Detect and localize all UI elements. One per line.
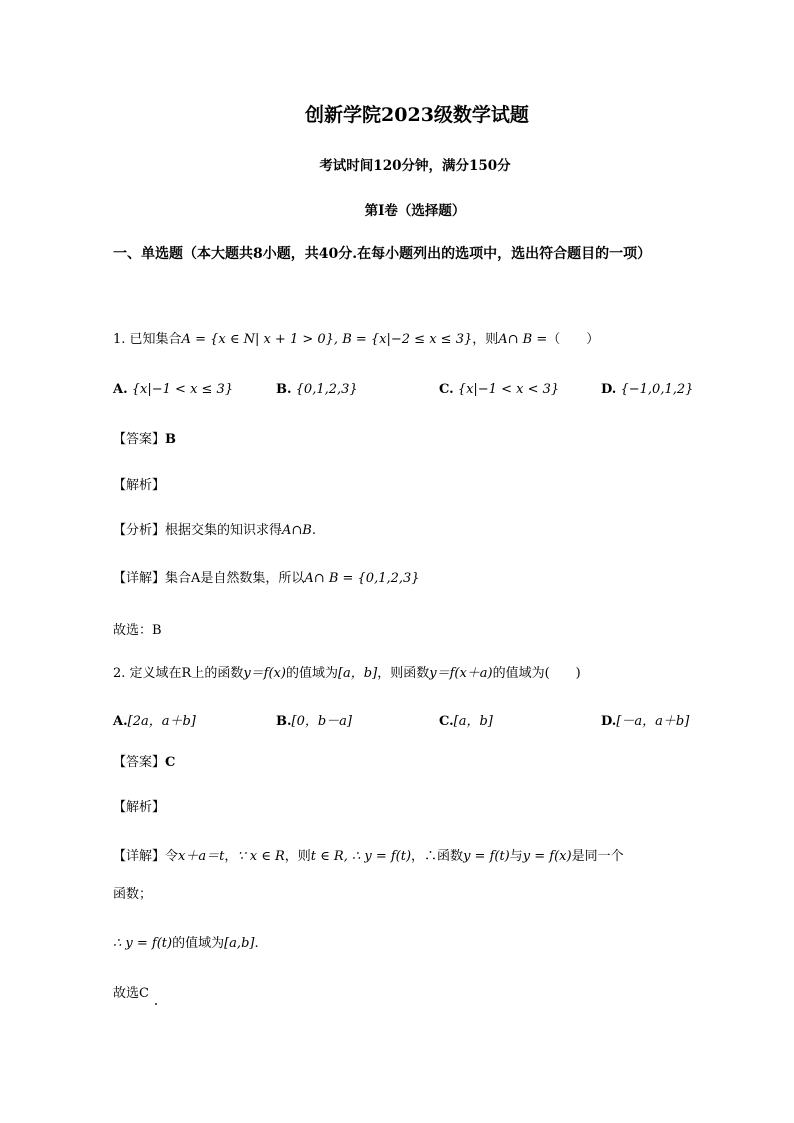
q1-stem-prefix: 1. 已知集合 [113,332,182,347]
question-2-stem: 2. 定义域在R上的函数y＝f(x)的值域为[a，b]，则函数y＝f(x＋a)的值域为( ) [113,666,581,681]
q1-option-a: A. {x|−1 < x ≤ 3} [113,382,234,397]
q1-fenxi: 【分析】根据交集的知识求得A∩B. [113,523,316,538]
part-heading: 第I卷（选择题） [364,203,466,219]
q1-stem-math2: A∩ B = [498,332,548,347]
q2-answer: 【答案】C [113,755,176,770]
section-heading: 一、单选题（本大题共8小题，共40分.在每小题列出的选项中，选出符合题目的一项） [113,246,652,262]
q1-answer: 【答案】B [113,432,177,447]
question-1-stem [113,331,703,349]
q1-conclusion: 故选：B [113,623,162,638]
q1-stem-suffix: （ ） [547,332,600,347]
q2-option-c: C.[a，b] [439,714,493,729]
q1-stem-math: A = {x ∈ N| x + 1 > 0}, B = {x|−2 ≤ x ≤ 3} [181,332,473,347]
q2-xiangjie-line2: 函数； [113,887,153,902]
q2-analysis-tag: 【解析】 [113,800,166,815]
q1-option-d: D. {−1,0,1,2} [601,382,694,397]
q2-option-b: B.[0，b－a] [276,714,353,729]
q1-xiangjie: 【详解】集合A是自然数集，所以A∩ B = {0,1,2,3} [113,571,420,586]
q2-xiangjie-line1: 【详解】令x＋a＝t，∵ x ∈ R，则t ∈ R, ∴ y = f(t)，∴函数y = f(t)与y = f(x)是同一个 [113,849,624,864]
q1-option-c: C. {x|−1 < x < 3} [439,382,560,397]
q1-stem-mid: ，则 [472,332,499,347]
q2-conclusion: 故选C [113,986,149,1001]
q1-option-b: B. {0,1,2,3} [276,382,358,397]
page-title: 创新学院2023级数学试题 [305,104,529,126]
stray-dot [155,1003,157,1005]
exam-info: 考试时间120分钟，满分150分 [319,158,511,174]
q2-option-a: A.[2a，a＋b] [113,714,196,729]
q1-analysis-tag: 【解析】 [113,478,166,493]
q2-option-d: D.[－a，a＋b] [601,714,690,729]
q2-xiangjie-line3: ∴ y = f(t)的值域为[a,b]. [113,936,259,951]
